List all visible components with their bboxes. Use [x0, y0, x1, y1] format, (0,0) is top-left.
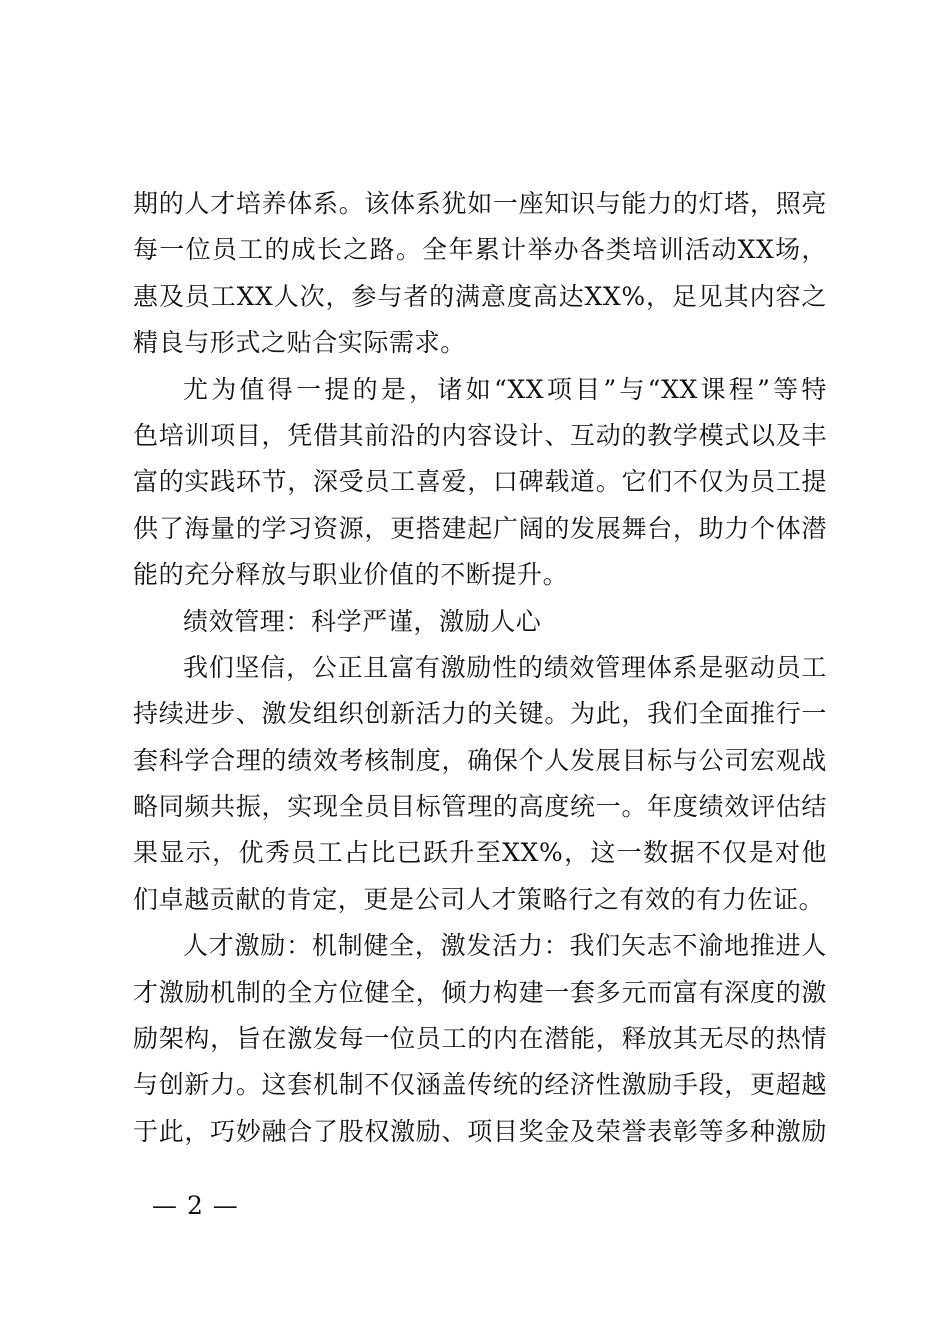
paragraph-line: 惠及员工XX人次，参与者的满意度高达XX%，足见其内容之	[133, 281, 827, 311]
paragraph-line: 套科学合理的绩效考核制度，确保个人发展目标与公司宏观战	[133, 745, 827, 775]
paragraph-line: 期的人才培养体系。该体系犹如一座知识与能力的灯塔，照亮	[133, 189, 827, 218]
paragraph-line: 供了海量的学习资源，更搭建起广阔的发展舞台，助力个体潜	[133, 513, 827, 543]
paragraph-line: 能的充分释放与职业价值的不断提升。	[133, 560, 569, 590]
paragraph-line: 每一位员工的成长之路。全年累计举办各类培训活动XX场，	[133, 235, 827, 265]
paragraph-line: 果显示，优秀员工占比已跃升至XX%，这一数据不仅是对他	[133, 838, 827, 868]
paragraph-line: 与创新力。这套机制不仅涵盖传统的经济性激励手段，更超越	[133, 1070, 827, 1100]
paragraph-line: 色培训项目，凭借其前沿的内容设计、互动的教学模式以及丰	[133, 420, 827, 450]
paragraph-line: 略同频共振，实现全员目标管理的高度统一。年度绩效评估结	[133, 792, 827, 822]
paragraph-line: 精良与形式之贴合实际需求。	[133, 328, 466, 358]
paragraph-line: 们卓越贡献的肯定，更是公司人才策略行之有效的有力佐证。	[133, 884, 825, 914]
paragraph-line: 尤为值得一提的是，诸如“XX项目”与“XX课程”等特	[183, 374, 827, 404]
paragraph-line: 于此，巧妙融合了股权激励、项目奖金及荣誉表彰等多种激励	[133, 1116, 827, 1146]
paragraph-line: 持续进步、激发组织创新活力的关键。为此，我们全面推行一	[133, 699, 827, 729]
paragraph-line: 励架构，旨在激发每一位员工的内在潜能，释放其无尽的热情	[133, 1024, 827, 1054]
paragraph-line: 我们坚信，公正且富有激励性的绩效管理体系是驱动员工	[183, 652, 827, 682]
paragraph-line: 人才激励：机制健全，激发活力：我们矢志不渝地推进人	[183, 931, 827, 961]
paragraph-line: 富的实践环节，深受员工喜爱，口碑载道。它们不仅为员工提	[133, 467, 827, 497]
section-heading: 绩效管理：科学严谨，激励人心	[183, 606, 542, 636]
page-number: — 2 —	[152, 1191, 239, 1220]
document-body	[133, 181, 827, 1155]
paragraph-line: 才激励机制的全方位健全，倾力构建一套多元而富有深度的激	[133, 977, 827, 1007]
